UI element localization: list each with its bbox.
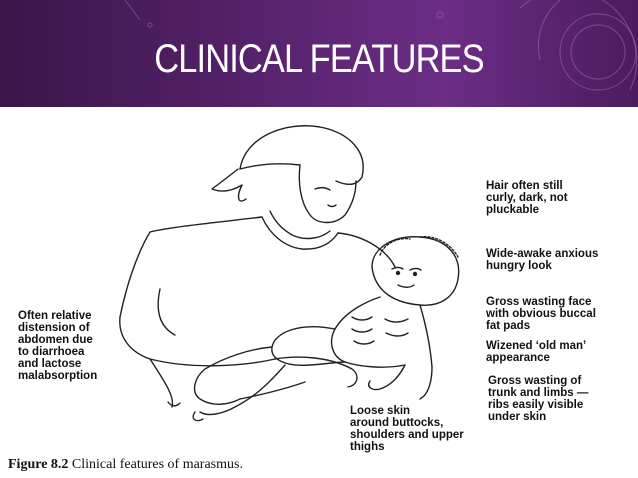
label-skin: Loose skin around buttocks, shoulders and upper thighs <box>350 405 464 453</box>
label-look: Wide-awake anxious hungry look <box>486 248 599 272</box>
label-face: Gross wasting face with obvious buccal fat pads <box>486 296 596 332</box>
caption-label: Figure 8.2 <box>8 457 69 472</box>
label-abdomen: Often relative distension of abdomen due to diarrhoea and lactose malabsorption <box>18 310 98 382</box>
caption-text: Clinical features of marasmus. <box>71 457 243 472</box>
label-limbs: Gross wasting of trunk and limbs — ribs easily visible under skin <box>488 375 589 423</box>
slide-title: CLINICAL FEATURES <box>154 37 484 81</box>
slide-header <box>0 0 638 107</box>
label-old-man: Wizened ‘old man’ appearance <box>486 340 587 364</box>
label-hair: Hair often still curly, dark, not pluckable <box>486 180 568 216</box>
figure-caption <box>8 457 243 473</box>
marasmus-figure <box>0 107 638 478</box>
